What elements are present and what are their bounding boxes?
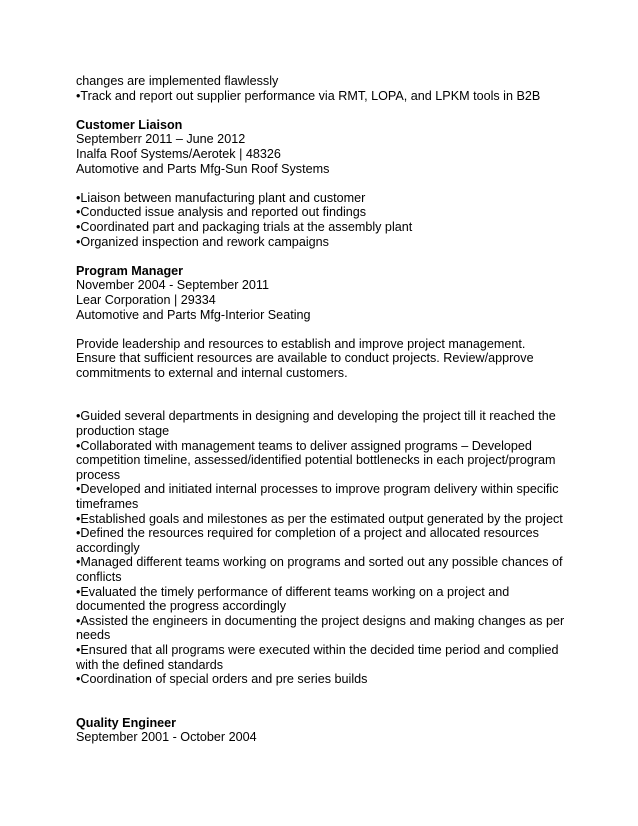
bullet-line: •Guided several departments in designing and developing the project till it reached the (76, 409, 556, 424)
program-manager-section (76, 264, 576, 687)
bullet-line: needs (76, 628, 111, 643)
quality-engineer-section (76, 716, 576, 745)
bullet-line: •Evaluated the timely performance of different teams working on a project and (76, 584, 510, 599)
bullet-line: •Defined the resources required for completion of a project and allocated resources (76, 526, 539, 541)
bullet-line: documented the progress accordingly (76, 599, 287, 614)
bullet-item: •Organized inspection and rework campaigns (76, 234, 329, 249)
bullet-item (76, 643, 576, 672)
bullet-item (76, 526, 576, 555)
bullet-line: •Developed and initiated internal processes to improve program delivery within specific (76, 482, 559, 497)
bullet-line: •Assisted the engineers in documenting the project designs and making changes as per (76, 613, 565, 628)
summary-line: commitments to external and internal customers. (76, 365, 348, 380)
job-dates: November 2004 - September 2011 (76, 278, 269, 293)
job-company: Lear Corporation | 29334 (76, 292, 216, 307)
bullet-line: •Ensured that all programs were executed within the decided time period and complied (76, 642, 559, 657)
job-title: Quality Engineer (76, 715, 177, 730)
job-dates: September 2001 - October 2004 (76, 730, 257, 745)
bullet-line: conflicts (76, 570, 122, 584)
bullet-item (76, 555, 576, 584)
bullet-item: •Coordinated part and packaging trials at the assembly plant (76, 219, 413, 234)
bullet-item (76, 439, 576, 483)
bullet-line: with the defined standards (76, 657, 224, 672)
bullet-item (76, 482, 576, 511)
bullet-item: •Liaison between manufacturing plant and customer (76, 190, 366, 205)
bullet-line: timeframes (76, 497, 139, 512)
lead-line-2: •Track and report out supplier performance via RMT, LOPA, and LPKM tools in B2B (76, 88, 541, 103)
bullet-item: •Conducted issue analysis and reported out findings (76, 205, 367, 220)
job-dates: Septemberr 2011 – June 2012 (76, 132, 246, 147)
bullet-item (76, 409, 576, 438)
job-industry: Automotive and Parts Mfg-Sun Roof Systems (76, 161, 330, 176)
resume-page (76, 74, 576, 745)
summary-line: Ensure that sufficient resources are available to conduct projects. Review/approve (76, 351, 534, 366)
bullet-line: •Coordination of special orders and pre series builds (76, 672, 368, 687)
bullet-line: accordingly (76, 540, 140, 555)
job-title: Program Manager (76, 263, 184, 278)
bullet-item (76, 512, 576, 527)
bullet-line: process (76, 467, 121, 482)
bullet-item (76, 585, 576, 614)
customer-liaison-section (76, 118, 576, 249)
bullet-item (76, 672, 576, 687)
job-industry: Automotive and Parts Mfg-Interior Seating (76, 307, 311, 322)
lead-line-1: changes are implemented flawlessly (76, 74, 279, 88)
bullet-item (76, 614, 576, 643)
bullet-line: •Managed different teams working on programs and sorted out any possible chances of (76, 555, 563, 570)
bullet-line: •Collaborated with management teams to deliver assigned programs – Developed (76, 438, 532, 453)
bullet-line: competition timeline, assessed/identified potential bottlenecks in each project/program (76, 453, 556, 468)
job-title: Customer Liaison (76, 117, 183, 132)
bullet-line: production stage (76, 424, 170, 439)
bullet-line: •Established goals and milestones as per the estimated output generated by the project (76, 511, 563, 526)
summary-line: Provide leadership and resources to establish and improve project management. (76, 336, 526, 351)
job-company: Inalfa Roof Systems/Aerotek | 48326 (76, 146, 281, 161)
